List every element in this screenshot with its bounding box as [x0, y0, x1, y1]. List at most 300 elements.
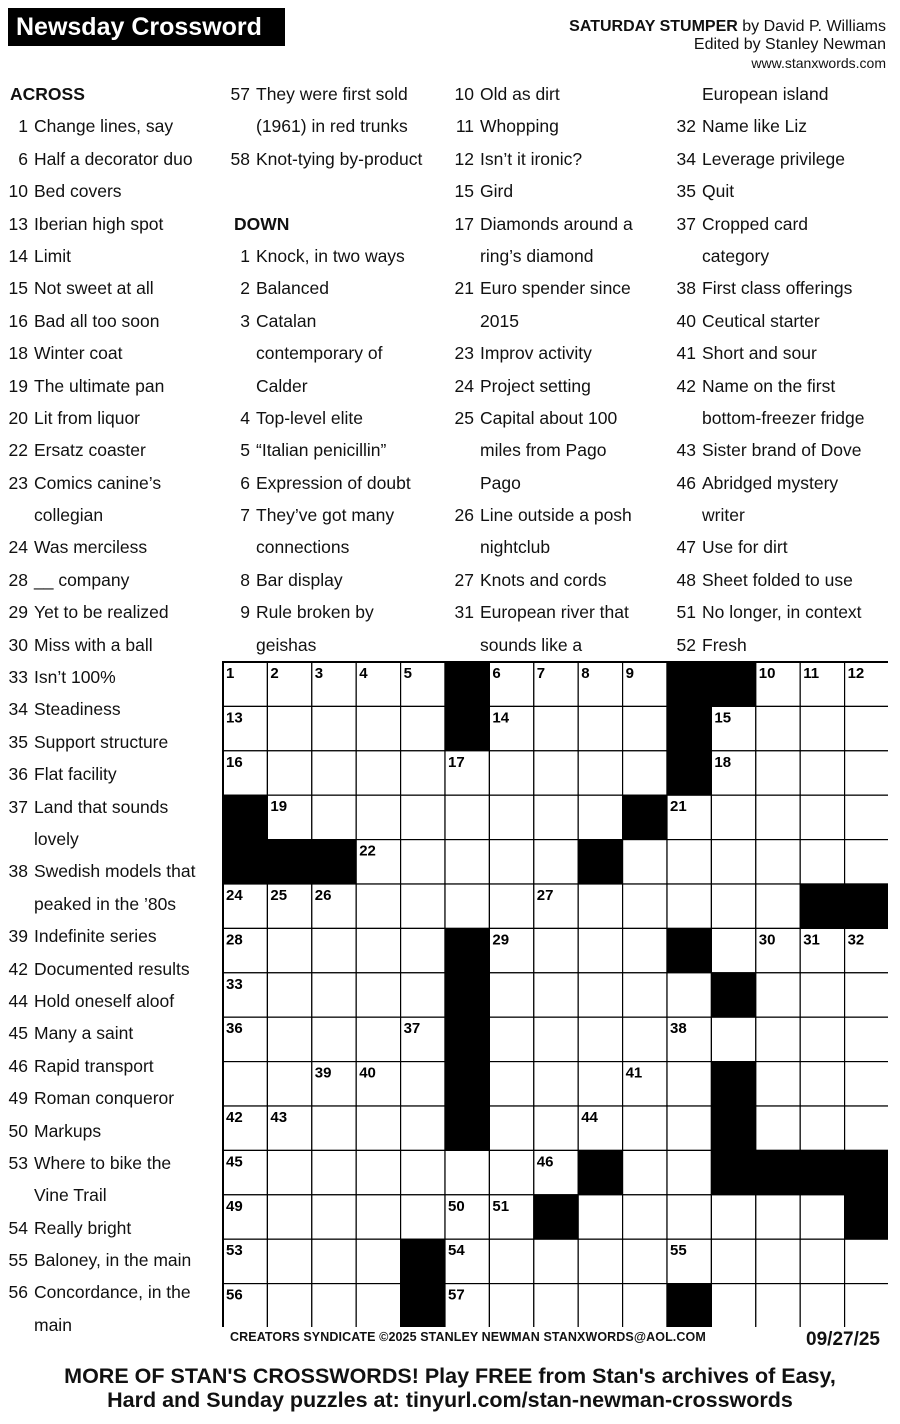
grid-cell[interactable]: [489, 751, 533, 795]
grid-cell[interactable]: [800, 973, 844, 1017]
clue-number: 48: [676, 569, 696, 590]
grid-cell[interactable]: [356, 795, 400, 839]
grid-cell[interactable]: [667, 1150, 711, 1194]
clue: [4, 855, 219, 887]
grid-cell[interactable]: [578, 1062, 622, 1106]
grid-cell[interactable]: [534, 1284, 578, 1327]
cell-number: 3: [314, 665, 324, 682]
grid-cell[interactable]: [356, 1017, 400, 1061]
grid-cell[interactable]: [756, 1062, 800, 1106]
grid-cell[interactable]: [845, 751, 888, 795]
grid-cell[interactable]: [711, 884, 755, 928]
cell-number: 56: [226, 1286, 243, 1304]
clue-text: Capital about 100: [480, 407, 618, 428]
clue-text: Ceutical starter: [702, 310, 820, 331]
grid-cell[interactable]: [534, 1106, 578, 1150]
author: by David P. Williams: [742, 18, 886, 35]
grid-cell[interactable]: [667, 884, 711, 928]
clue-text: __ company: [34, 569, 130, 590]
clue-text: Knot-tying by-product: [256, 148, 423, 169]
clue-number: 2: [240, 278, 250, 299]
grid-cell[interactable]: [356, 884, 400, 928]
grid-cell[interactable]: [578, 706, 622, 750]
clue: [4, 1050, 219, 1082]
grid-cell[interactable]: [312, 1150, 356, 1194]
grid-cell[interactable]: [489, 1239, 533, 1283]
grid-cell[interactable]: [312, 928, 356, 972]
cell-number: 1: [226, 665, 235, 682]
clue: [4, 693, 219, 725]
clue-text: Line outside a posh: [480, 505, 632, 526]
grid-cell[interactable]: [267, 1195, 311, 1239]
grid-cell[interactable]: [845, 706, 888, 750]
clue-text: Project setting: [480, 375, 591, 396]
clue: [450, 175, 670, 207]
cell-number: 57: [448, 1286, 465, 1304]
grid-cell[interactable]: [401, 1062, 445, 1106]
grid-cell[interactable]: [401, 1106, 445, 1150]
grid-cell[interactable]: [578, 1017, 622, 1061]
clue-text: Really bright: [34, 1217, 132, 1238]
grid-cell[interactable]: [356, 1195, 400, 1239]
grid-cell[interactable]: [845, 1106, 888, 1150]
grid-cell[interactable]: [623, 751, 667, 795]
clue-number: 41: [676, 343, 696, 364]
clue-number: 42: [8, 958, 28, 979]
clue-number: 23: [454, 343, 474, 364]
grid-cell[interactable]: [312, 1017, 356, 1061]
puzzle-date: 09/27/25: [806, 1329, 880, 1350]
clue-number: 57: [230, 84, 250, 104]
grid-cell[interactable]: [312, 1195, 356, 1239]
grid-cell[interactable]: [711, 840, 755, 884]
grid-cell[interactable]: [534, 706, 578, 750]
clue-text: Many a saint: [34, 1023, 134, 1044]
grid-cell[interactable]: [267, 706, 311, 750]
grid-cell[interactable]: [623, 840, 667, 884]
grid-cell[interactable]: [534, 840, 578, 884]
clue: [672, 564, 896, 596]
grid-cell[interactable]: [534, 1017, 578, 1061]
clue-number: 34: [8, 699, 28, 720]
clue-continuation: connections: [256, 537, 350, 558]
clue: [672, 305, 896, 337]
grid-cell[interactable]: [756, 1017, 800, 1061]
clue-number: 20: [8, 407, 28, 428]
grid-cell[interactable]: [800, 1062, 844, 1106]
clue: [450, 337, 670, 369]
clue-number: 5: [240, 440, 250, 461]
grid-cell[interactable]: [845, 795, 888, 839]
grid-cell[interactable]: [267, 1239, 311, 1283]
grid-cell[interactable]: [711, 795, 755, 839]
cell-number: 25: [270, 887, 288, 904]
clue-continuation: sounds like a: [480, 634, 583, 655]
grid-cell[interactable]: [667, 1062, 711, 1106]
black-square: [223, 840, 267, 884]
black-square: [445, 1062, 489, 1106]
grid-cell[interactable]: [623, 1150, 667, 1194]
cell-number: 29: [492, 931, 510, 949]
grid-cell[interactable]: [845, 840, 888, 884]
cell-number: 32: [847, 931, 865, 949]
grid-cell[interactable]: [623, 1106, 667, 1150]
clue-text: Winter coat: [34, 343, 123, 364]
grid-cell[interactable]: [312, 795, 356, 839]
clue-text: They were first sold: [256, 84, 408, 104]
grid-cell[interactable]: [489, 884, 533, 928]
cell-number: 16: [226, 753, 243, 771]
grid-cell[interactable]: [578, 1239, 622, 1283]
clue-text: Cropped card: [702, 213, 809, 234]
cell-number: 55: [670, 1242, 687, 1260]
clue-number: 10: [454, 84, 474, 104]
cell-number: 2: [270, 665, 279, 682]
clue-number: 53: [8, 1152, 28, 1173]
cell-number: 9: [625, 665, 634, 682]
grid-cell[interactable]: [223, 1062, 267, 1106]
grid-cell[interactable]: [267, 928, 311, 972]
grid-cell[interactable]: [312, 751, 356, 795]
grid-cell[interactable]: [800, 840, 844, 884]
clue-text: First class offerings: [702, 278, 853, 299]
clue-text: Half a decorator duo: [34, 148, 193, 169]
grid-cell[interactable]: [356, 928, 400, 972]
black-square: [845, 1150, 888, 1194]
clue-number: 44: [8, 990, 28, 1011]
clue-number: 50: [8, 1120, 28, 1141]
clue: [226, 467, 446, 499]
clue-number: 56: [8, 1282, 28, 1303]
clue: [4, 467, 219, 499]
grid-cell[interactable]: [578, 1284, 622, 1327]
cell-number: 50: [448, 1197, 465, 1215]
cell-number: 28: [226, 931, 243, 949]
clue-text: Euro spender since: [480, 278, 631, 299]
grid-cell[interactable]: [623, 928, 667, 972]
grid-cell[interactable]: [578, 1195, 622, 1239]
clue-number: 28: [8, 569, 28, 590]
grid-cell[interactable]: [845, 1062, 888, 1106]
grid-cell[interactable]: [489, 1284, 533, 1327]
section-heading: DOWN: [234, 213, 290, 234]
clue-number: 8: [240, 569, 250, 590]
grid-cell[interactable]: [623, 706, 667, 750]
cell-number: 14: [492, 709, 510, 727]
clue-text: Land that sounds: [34, 796, 169, 817]
clue-text: Swedish models that: [34, 861, 196, 882]
grid-cell[interactable]: [623, 1239, 667, 1283]
grid-cell[interactable]: [489, 795, 533, 839]
clue-continuation: collegian: [34, 505, 104, 526]
grid-cell[interactable]: [800, 1284, 844, 1327]
clue: [4, 305, 219, 337]
cell-number: 27: [536, 887, 554, 904]
clue: [672, 467, 896, 499]
grid-cell[interactable]: [623, 973, 667, 1017]
grid-cell[interactable]: [445, 795, 489, 839]
black-square: [711, 1062, 755, 1106]
grid-cell[interactable]: [356, 1106, 400, 1150]
clue-number: 24: [454, 375, 474, 396]
grid-cell[interactable]: [489, 1017, 533, 1061]
clue-column-2: [226, 78, 446, 661]
clue-number: 9: [240, 602, 250, 623]
cell-number: 6: [492, 665, 501, 682]
grid-cell[interactable]: [578, 795, 622, 839]
clue-number: 34: [676, 148, 696, 169]
grid-cell[interactable]: [489, 840, 533, 884]
clue-text: Balanced: [256, 278, 329, 299]
grid-cell[interactable]: [401, 751, 445, 795]
cell-number: 30: [758, 931, 776, 949]
cell-number: 4: [359, 665, 368, 682]
grid-cell[interactable]: [578, 973, 622, 1017]
grid-cell[interactable]: [267, 1017, 311, 1061]
clue-text: Top-level elite: [256, 407, 363, 428]
clue-text: Use for dirt: [702, 537, 788, 558]
clue-number: 1: [240, 245, 250, 266]
grid-cell[interactable]: [445, 1150, 489, 1194]
grid-cell[interactable]: [578, 751, 622, 795]
clue-number: 46: [8, 1055, 28, 1076]
cell-number: 49: [226, 1197, 243, 1215]
clue-number: 35: [676, 181, 696, 202]
clue: [4, 1017, 219, 1049]
grid-cell[interactable]: [667, 1195, 711, 1239]
grid-cell[interactable]: [800, 1195, 844, 1239]
grid-cell[interactable]: [489, 1106, 533, 1150]
clue-column-3: [450, 78, 670, 661]
clue: [4, 758, 219, 790]
grid-cell[interactable]: [667, 840, 711, 884]
clue-text: No longer, in context: [702, 602, 862, 623]
editor: Edited by Stanley Newman: [693, 36, 886, 53]
clue: [672, 272, 896, 304]
clue: [4, 1147, 219, 1179]
cell-number: 34: [448, 975, 465, 993]
grid-cell[interactable]: [489, 1062, 533, 1106]
grid-cell[interactable]: [845, 973, 888, 1017]
grid-cell[interactable]: [267, 1150, 311, 1194]
clue-continuation: category: [702, 245, 770, 266]
clue-text: Miss with a ball: [34, 634, 153, 655]
website[interactable]: www.stanxwords.com: [751, 55, 886, 71]
clue-text: Improv activity: [480, 343, 592, 364]
grid-cell[interactable]: [800, 751, 844, 795]
clue-number: 29: [8, 602, 28, 623]
grid-cell[interactable]: [711, 1239, 755, 1283]
grid-cell[interactable]: [267, 751, 311, 795]
grid-cell[interactable]: [845, 1017, 888, 1061]
black-square: [578, 1150, 622, 1194]
clue-number: 14: [8, 245, 28, 266]
grid-cell[interactable]: [756, 1106, 800, 1150]
grid-cell[interactable]: [623, 1017, 667, 1061]
cell-number: 43: [270, 1109, 288, 1126]
black-square: [445, 662, 489, 706]
grid-cell[interactable]: [401, 840, 445, 884]
grid-cell[interactable]: [356, 751, 400, 795]
puzzle-title: Newsday Crossword: [8, 8, 285, 46]
clue-continuation: Pago: [480, 472, 521, 493]
grid-cell[interactable]: [845, 1284, 888, 1327]
grid-cell[interactable]: [800, 1017, 844, 1061]
puzzle-name: SATURDAY STUMPER: [569, 18, 738, 35]
clue-number: 18: [8, 343, 28, 364]
grid-cell[interactable]: [356, 973, 400, 1017]
grid-cell[interactable]: [800, 795, 844, 839]
clue-text: Rule broken by: [256, 602, 374, 623]
grid-cell[interactable]: [401, 706, 445, 750]
grid-cell[interactable]: [401, 1150, 445, 1194]
grid-cell[interactable]: [756, 1195, 800, 1239]
grid-cell[interactable]: [312, 1284, 356, 1327]
clue: [226, 240, 446, 272]
black-square: [667, 751, 711, 795]
grid-cell[interactable]: [756, 1239, 800, 1283]
black-square: [800, 884, 844, 928]
grid-cell[interactable]: [356, 1284, 400, 1327]
black-square: [845, 884, 888, 928]
byline-line: [569, 18, 886, 36]
clue-text: “Italian penicillin”: [256, 440, 387, 461]
grid-cell[interactable]: [534, 751, 578, 795]
grid-cell[interactable]: [267, 1284, 311, 1327]
clue-number: 31: [454, 602, 474, 623]
cell-number: 42: [226, 1109, 243, 1126]
grid-cell[interactable]: [312, 973, 356, 1017]
clue: [672, 110, 896, 142]
grid-cell[interactable]: [756, 884, 800, 928]
clue-continuation: lovely: [34, 828, 79, 849]
grid-cell[interactable]: [623, 1284, 667, 1327]
cell-number: 44: [581, 1109, 598, 1126]
clue-number: 23: [8, 472, 28, 493]
grid-cell[interactable]: [756, 751, 800, 795]
grid-cell[interactable]: [312, 1239, 356, 1283]
cell-number: 11: [803, 665, 820, 682]
clue: [450, 564, 670, 596]
clue-continuation: contemporary of: [256, 343, 383, 364]
grid-cell[interactable]: [578, 884, 622, 928]
grid-cell[interactable]: [756, 706, 800, 750]
clue: [672, 337, 896, 369]
grid-cell[interactable]: [756, 840, 800, 884]
clue-number: 30: [8, 634, 28, 655]
cell-number: 31: [803, 931, 820, 949]
cell-number: 35: [714, 975, 732, 993]
clue-number: 12: [454, 148, 474, 169]
clue: [4, 629, 219, 661]
grid-cell[interactable]: [667, 1106, 711, 1150]
grid-cell[interactable]: [800, 1106, 844, 1150]
spacer: [226, 175, 446, 207]
clue: [672, 434, 896, 466]
grid-cell[interactable]: [800, 706, 844, 750]
black-square: [445, 1017, 489, 1061]
grid-cell[interactable]: [401, 1195, 445, 1239]
clue-text: Baloney, in the main: [34, 1250, 192, 1271]
grid-cell[interactable]: [489, 973, 533, 1017]
grid-cell[interactable]: [401, 795, 445, 839]
clue-text: Whopping: [480, 116, 559, 137]
grid-cell[interactable]: [356, 706, 400, 750]
clue-number: 11: [455, 116, 474, 137]
clue-continuation: European island: [702, 84, 829, 104]
grid-cell[interactable]: [756, 795, 800, 839]
clue-text: The ultimate pan: [34, 375, 165, 396]
clue-text: Expression of doubt: [256, 472, 411, 493]
grid-cell[interactable]: [534, 1062, 578, 1106]
grid-cell[interactable]: [312, 1106, 356, 1150]
cell-number: 45: [226, 1153, 243, 1171]
clue-number: 37: [676, 213, 696, 234]
clue-number: 52: [676, 634, 696, 655]
grid-cell[interactable]: [312, 706, 356, 750]
grid-cell[interactable]: [756, 1284, 800, 1327]
grid-cell[interactable]: [711, 1017, 755, 1061]
grid-cell[interactable]: [445, 840, 489, 884]
grid-cell[interactable]: [800, 1239, 844, 1283]
grid-cell[interactable]: [401, 884, 445, 928]
grid-cell[interactable]: [623, 884, 667, 928]
cell-number: 18: [714, 753, 732, 771]
grid-cell[interactable]: [401, 973, 445, 1017]
grid-cell[interactable]: [267, 973, 311, 1017]
grid-cell[interactable]: [356, 1150, 400, 1194]
clue: [4, 240, 219, 272]
grid-cell[interactable]: [578, 928, 622, 972]
clue: [4, 1244, 219, 1276]
grid-cell[interactable]: [489, 1150, 533, 1194]
grid-cell[interactable]: [623, 1195, 667, 1239]
clue-text: Lit from liquor: [34, 407, 141, 428]
clue: [4, 953, 219, 985]
grid-cell[interactable]: [845, 1239, 888, 1283]
grid-cell[interactable]: [711, 928, 755, 972]
clue-text: Sister brand of Dove: [702, 440, 862, 461]
clue-number: 27: [454, 569, 474, 590]
grid-cell[interactable]: [534, 928, 578, 972]
clue-number: 13: [8, 213, 28, 234]
cell-number: 46: [536, 1153, 554, 1171]
clue: [450, 208, 670, 240]
clue: [672, 531, 896, 563]
clue-text: Old as dirt: [480, 84, 560, 104]
clue-number: 42: [676, 375, 696, 396]
grid-cell[interactable]: [401, 928, 445, 972]
clue: [226, 499, 446, 531]
grid-cell[interactable]: [356, 1239, 400, 1283]
grid-cell[interactable]: [534, 973, 578, 1017]
grid-cell[interactable]: [667, 973, 711, 1017]
grid-cell[interactable]: [711, 1284, 755, 1327]
clue: [450, 143, 670, 175]
clue: [4, 726, 219, 758]
clue-text: Change lines, say: [34, 116, 174, 137]
clue: [450, 110, 670, 142]
cell-number: 51: [492, 1197, 510, 1215]
grid-cell[interactable]: [711, 1195, 755, 1239]
grid-cell[interactable]: [756, 973, 800, 1017]
grid-cell[interactable]: [267, 1062, 311, 1106]
grid-cell[interactable]: [534, 1239, 578, 1283]
grid-cell[interactable]: [445, 884, 489, 928]
clue-number: 51: [676, 602, 696, 623]
grid-cell[interactable]: [534, 795, 578, 839]
cell-number: 33: [226, 975, 243, 993]
